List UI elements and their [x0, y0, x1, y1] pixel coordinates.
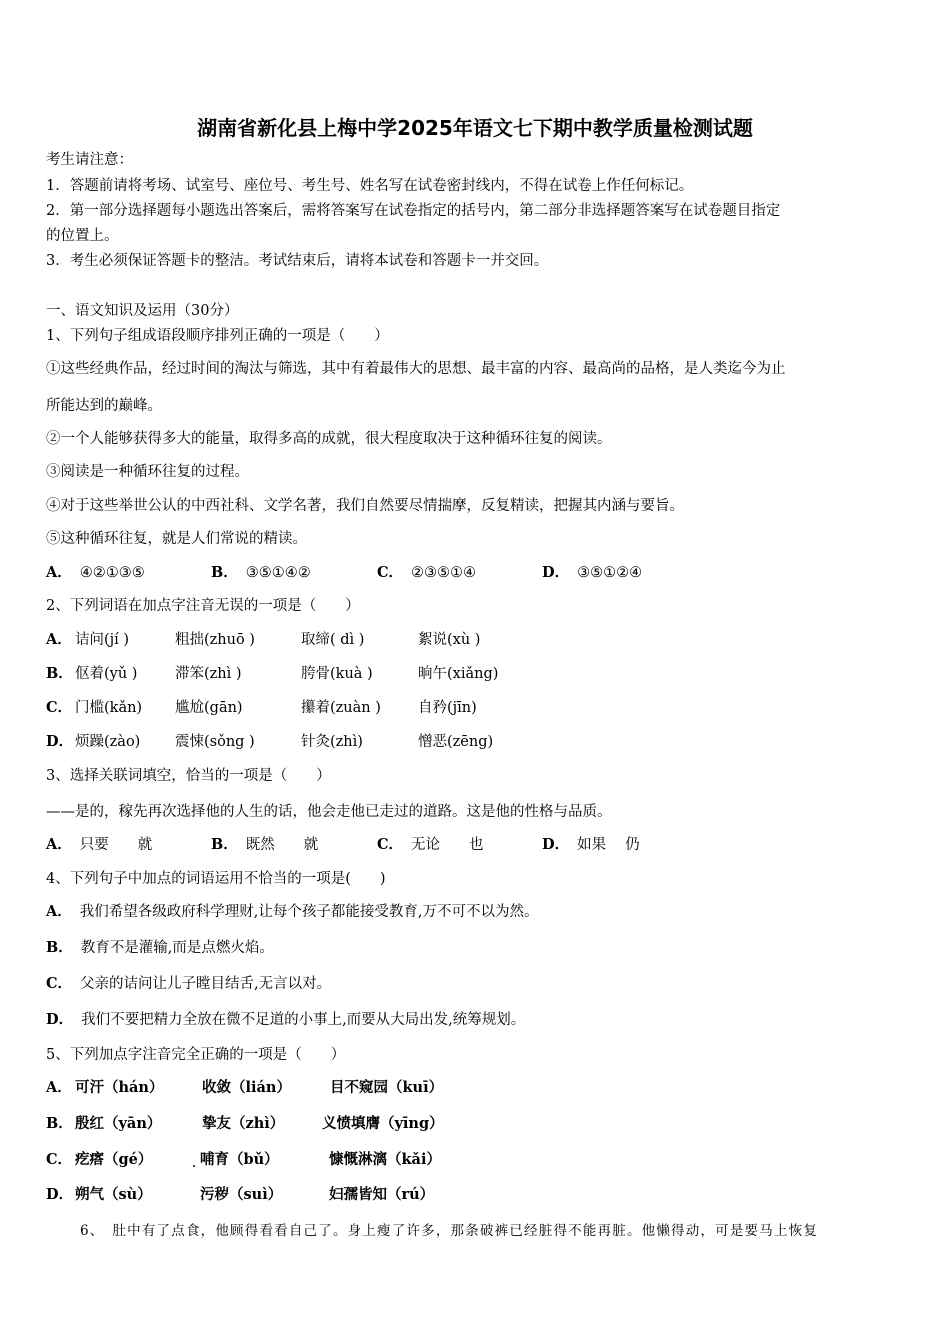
q2-d-item-4: 憎恶(zēng) [418, 734, 494, 750]
notice-heading: 考生请注意： [46, 152, 133, 168]
q5-option-a-letter[interactable]: A． [46, 1079, 72, 1096]
q1-sentence-5: ⑤这种循环往复，就是人们常说的精读。 [46, 531, 307, 547]
q2-option-b-letter[interactable]: B． [46, 665, 73, 682]
section-heading: 一、语文知识及运用（30分） [46, 303, 239, 319]
emphasis-dot [193, 1165, 195, 1167]
q1-sentence-1-cont: 所能达到的巅峰。 [46, 398, 162, 414]
notice-item-2-cont: 的位置上。 [46, 228, 119, 244]
q2-a-item-4: 絮说(xù ) [418, 632, 481, 648]
notice-item-1: 1．答题前请将考场、试室号、座位号、考生号、姓名写在试卷密封线内，不得在试卷上作任何标记。 [46, 178, 694, 194]
q2-c-item-4: 自矜(jīn) [418, 700, 477, 716]
q2-b-item-3: 胯骨(kuà ) [301, 666, 373, 682]
q2-d-item-3: 针灸(zhì) [301, 734, 363, 750]
q2-d-item-1: 烦躁(zào) [75, 734, 141, 750]
q2-c-item-1: 门槛(kǎn) [75, 700, 143, 716]
q3-sentence: ——是的，稼先再次选择他的人生的话，他会走他已走过的道路。这是他的性格与品质。 [46, 804, 612, 820]
q5-option-d-letter[interactable]: D． [46, 1186, 74, 1203]
q5-a-item-1: 可汗（hán） [75, 1079, 164, 1096]
q2-a-item-2: 粗拙(zhuō ) [175, 632, 255, 648]
q1-option-c[interactable]: C． ②③⑤①④ [377, 564, 477, 581]
q3-option-c[interactable]: C． 无论 也 [377, 836, 484, 853]
q1-sentence-2: ②一个人能够获得多大的能量，取得多高的成就，很大程度取决于这种循环往复的阅读。 [46, 431, 612, 447]
q5-d-item-3: 妇孺皆知（rú） [329, 1186, 435, 1203]
q3-option-b[interactable]: B． 既然 就 [211, 836, 319, 853]
q3-option-a[interactable]: A． 只要 就 [46, 836, 153, 853]
q5-d-item-2: 污秽（suì） [200, 1186, 283, 1203]
q5-c-item-1: 疙瘩（gé） [75, 1151, 153, 1168]
q2-a-item-3: 取缔( dì ) [301, 632, 365, 648]
q5-option-b-letter[interactable]: B． [46, 1115, 73, 1132]
q5-stem: 5、下列加点字注音完全正确的一项是（ ） [46, 1047, 346, 1063]
q6-passage: 6、 肚中有了点食，他顾得看看自己了。身上瘦了许多，那条破裤已经脏得不能再脏。他懒得动，可是要马上恢复 [80, 1223, 819, 1239]
q1-stem: 1、下列句子组成语段顺序排列正确的一项是（ ） [46, 328, 389, 344]
page-title: 湖南省新化县上梅中学2025年语文七下期中教学质量检测试题 [197, 116, 753, 140]
q4-stem: 4、下列句子中加点的词语运用不恰当的一项是( ) [46, 871, 386, 887]
q1-sentence-1: ①这些经典作品，经过时间的淘汰与筛选，其中有着最伟大的思想、最丰富的内容、最高尚的品格，是人类迄今为止 [46, 361, 786, 377]
q1-option-a[interactable]: A． ④②①③⑤ [46, 564, 145, 581]
notice-item-2: 2．第一部分选择题每小题选出答案后，需将答案写在试卷指定的括号内，第二部分非选择题答案写在试卷题目指定 [46, 203, 781, 219]
q5-b-item-1: 殷红（yān） [75, 1115, 162, 1132]
q2-b-item-2: 滞笨(zhì ) [175, 666, 242, 682]
q2-a-item-1: 诘问(jí ) [75, 632, 130, 648]
q5-a-item-2: 收敛（lián） [202, 1079, 291, 1096]
q2-option-d-letter[interactable]: D． [46, 733, 74, 750]
q5-c-item-2: 哺育（bǔ） [200, 1151, 279, 1168]
q3-stem: 3、选择关联词填空，恰当的一项是（ ） [46, 768, 331, 784]
q4-option-d[interactable]: D． 我们不要把精力全放在微不足道的小事上,而要从大局出发,统筹规划。 [46, 1011, 526, 1028]
q2-c-item-2: 尴尬(gān) [175, 700, 243, 716]
q1-option-b[interactable]: B． ③⑤①④② [211, 564, 311, 581]
q4-option-a[interactable]: A． 我们希望各级政府科学理财,让每个孩子都能接受教育,万不可不以为然。 [46, 903, 539, 920]
q1-option-d[interactable]: D． ③⑤①②④ [542, 564, 643, 581]
q2-option-c-letter[interactable]: C． [46, 699, 73, 716]
q5-b-item-3: 义愤填膺（yīng） [322, 1115, 444, 1132]
q1-sentence-3: ③阅读是一种循环往复的过程。 [46, 464, 249, 480]
notice-item-3: 3．考生必须保证答题卡的整洁。考试结束后，请将本试卷和答题卡一并交回。 [46, 253, 549, 269]
q2-stem: 2、下列词语在加点字注音无误的一项是（ ） [46, 598, 360, 614]
q1-sentence-4: ④对于这些举世公认的中西社科、文学名著，我们自然要尽情揣摩，反复精读，把握其内涵与要旨。 [46, 498, 684, 514]
q2-b-item-4: 晌午(xiǎng) [418, 666, 499, 682]
q5-c-item-3: 慷慨淋漓（kǎi） [329, 1151, 441, 1168]
q5-b-item-2: 挚友（zhì） [202, 1115, 285, 1132]
q2-b-item-1: 伛着(yǔ ) [75, 666, 138, 682]
q4-option-b[interactable]: B． 教育不是灌输,而是点燃火焰。 [46, 939, 274, 956]
q2-d-item-2: 震悚(sǒng ) [175, 734, 255, 750]
q5-d-item-1: 朔气（sù） [75, 1186, 152, 1203]
q2-option-a-letter[interactable]: A． [46, 631, 72, 648]
q4-option-c[interactable]: C． 父亲的诘问让儿子瞠目结舌,无言以对。 [46, 975, 332, 992]
q5-a-item-3: 目不窥园（kuī） [330, 1079, 444, 1096]
q3-option-d[interactable]: D． 如果 仍 [542, 836, 640, 853]
q5-option-c-letter[interactable]: C． [46, 1151, 73, 1168]
q2-c-item-3: 攥着(zuàn ) [301, 700, 381, 716]
